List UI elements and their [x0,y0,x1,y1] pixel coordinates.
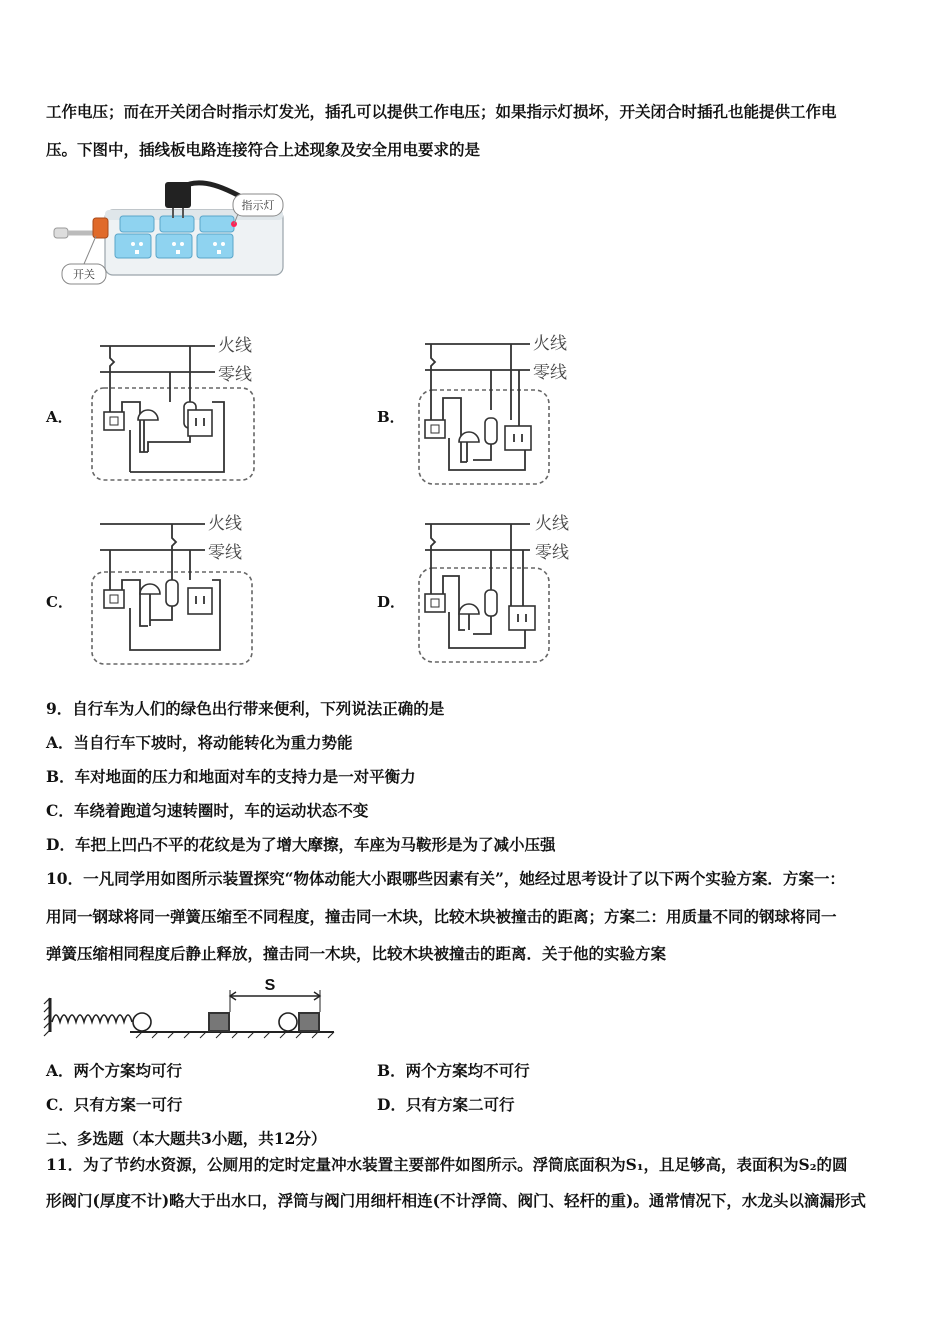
intro-line-1: 工作电压；而在开关闭合时指示灯发光，插孔可以提供工作电压；如果指示灯损坏，开关闭合时插孔也能提供工作电 [46,102,837,121]
option-c-label: C． [46,593,73,611]
live-wire-label: 火线 [218,336,252,356]
section-heading: 二、多选题（本大题共3小题，共12分） [46,1129,327,1148]
q10-option-b: B．两个方案均不可行 [377,1061,530,1080]
live-wire-label: 火线 [533,334,567,354]
q10-line-1: 10．一凡同学用如图所示装置探究“物体动能大小跟哪些因素有关”，她经过思考设计了以下两个实验方案．方案一： [46,869,845,888]
option-b-label: B． [377,408,405,426]
q9-option-d: D．车把上凹凸不平的花纹是为了增大摩擦，车座为马鞍形是为了减小压强 [46,835,556,854]
q9-stem: 9．自行车为人们的绿色出行带来便利，下列说法正确的是 [46,699,445,718]
circuit-diagram-c [90,510,270,670]
indicator-label: 指示灯 [241,199,275,212]
distance-label: S [264,977,276,994]
q9-option-b: B．车对地面的压力和地面对车的支持力是一对平衡力 [46,767,416,786]
power-strip-figure [50,178,290,290]
q10-line-3: 弹簧压缩相同程度后静止释放，撞击同一木块，比较木块被撞击的距离．关于他的实验方案 [46,944,667,963]
q10-line-2: 用同一钢球将同一弹簧压缩至不同程度，撞击同一木块，比较木块被撞击的距离；方案二：用质量不同的钢球将同一 [46,907,837,926]
circuit-diagram-a [90,332,270,492]
live-wire-label: 火线 [208,514,242,534]
live-wire-label: 火线 [535,514,569,534]
circuit-diagram-b [415,330,595,490]
switch-label: 开关 [73,268,95,281]
q9-option-a: A．当自行车下坡时，将动能转化为重力势能 [46,733,353,752]
q10-option-a: A．两个方案均可行 [46,1061,183,1080]
option-d-label: D． [377,593,406,611]
neutral-wire-label: 零线 [218,365,252,385]
q11-line-1: 11．为了节约水资源，公厕用的定时定量冲水装置主要部件如图所示。浮筒底面积为S₁，且足够高，表面积为S₂的圆 [46,1155,848,1174]
neutral-wire-label: 零线 [208,543,242,563]
q10-option-d: D．只有方案二可行 [377,1095,515,1114]
spring-ball-figure [44,974,344,1044]
intro-line-2: 压。下图中，插线板电路连接符合上述现象及安全用电要求的是 [46,140,481,159]
q9-option-c: C．车绕着跑道匀速转圈时，车的运动状态不变 [46,801,369,820]
neutral-wire-label: 零线 [535,543,569,563]
circuit-diagram-d [415,510,595,670]
q10-option-c: C．只有方案一可行 [46,1095,183,1114]
q11-line-2: 形阀门(厚度不计)略大于出水口，浮筒与阀门用细杆相连(不计浮筒、阀门、轻杆的重)。通常情况下，水龙头以滴漏形式 [46,1191,866,1210]
neutral-wire-label: 零线 [533,363,567,383]
option-a-label: A． [46,408,73,426]
